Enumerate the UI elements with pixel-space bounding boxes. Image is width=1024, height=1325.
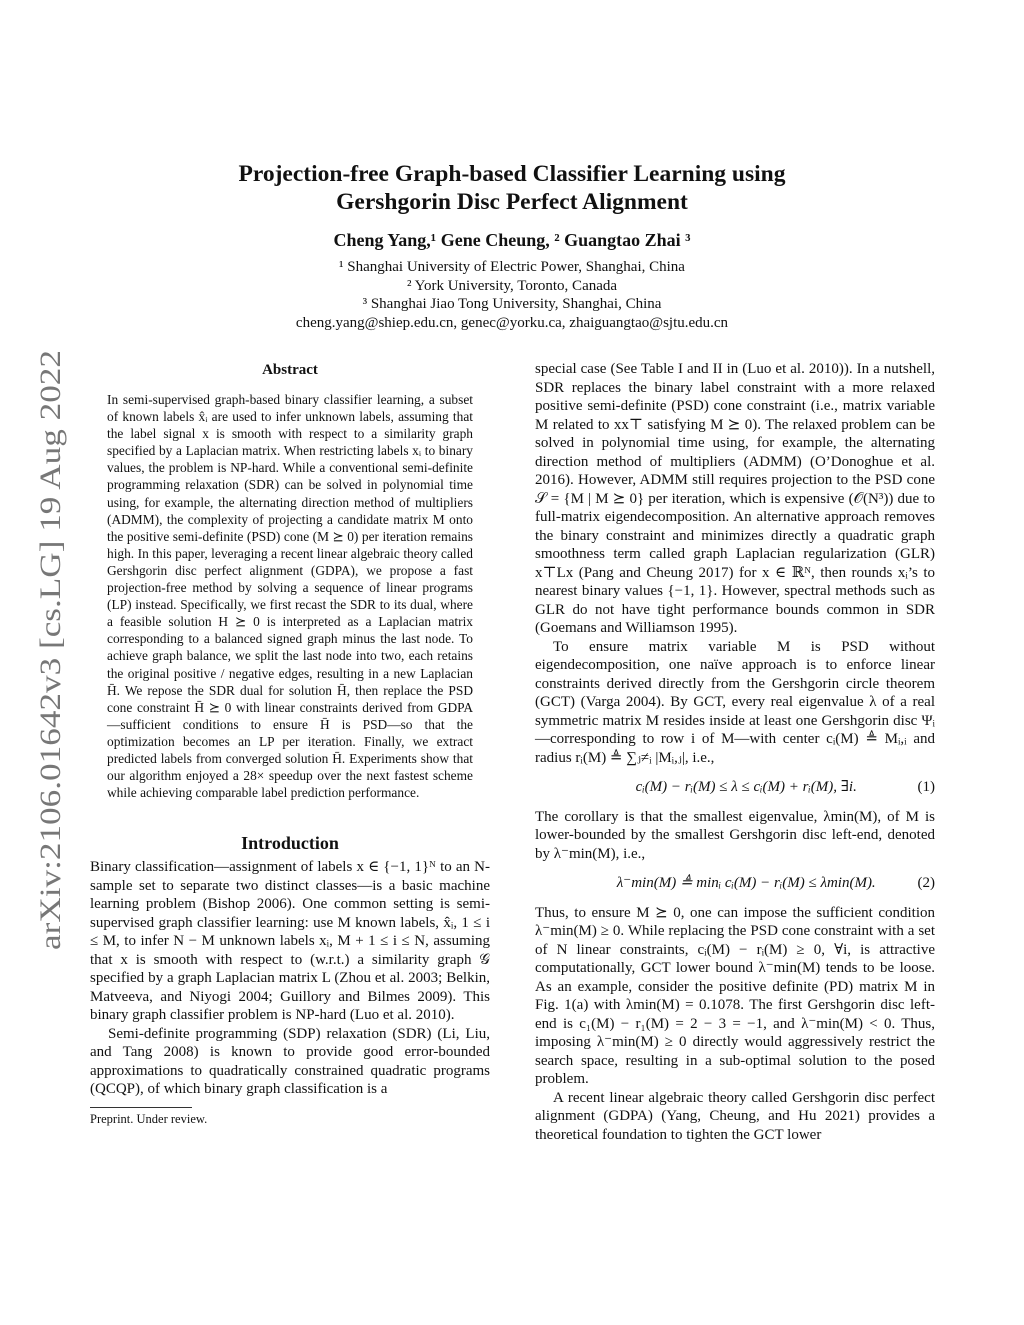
footnote-rule (90, 1107, 192, 1108)
introduction-body (90, 858, 490, 1099)
affiliation-1: ¹ Shanghai University of Electric Power, Shanghai, China (339, 259, 685, 275)
author-emails: cheng.yang@shiep.edu.cn, genec@yorku.ca, zhaiguangtao@sjtu.edu.cn (295, 314, 729, 331)
intro-paragraph-2: Semi-definite programming (SDP) relaxation (SDR) (Li, Liu, and Tang 2008) is known to provide good error-bounded approximations to quadratically constrained quadratic programs (QCQP), of which binary graph classification is a (90, 1025, 490, 1098)
right-paragraph-1: special case (See Table I and II in (Luo et al. 2010)). In a nutshell, SDR replaces the binary label constraint with a more relaxed positive semi-definite (PSD) cone constraint (i.e., matrix variable M related to xx⊤ satisfying M ⪰ 0). The relaxed problem can be solved in polynomial time using, for example, the alternating direction method of multipliers (ADMM) (O’Donoghue et al. 2016). However, ADMM still requires projection to the PSD cone 𝒮 = {M | M ⪰ 0} per iteration, which is expensive (𝒪(N³)) due to full-matrix eigendecomposition. An alternative approach removes the binary constraint and minimizes directly a quadratic graph smoothness term called graph Laplacian regularization (GLR) x⊤Lx (Pang and Cheung 2017) for x ∈ ℝᴺ, then rounds xᵢ’s to nearest binary values {−1, 1}. However, spectral methods such as GLR do not have tight performance bounds common in SDR (Goemans and Williamson 1995). (535, 361, 935, 636)
right-paragraph-3: The corollary is that the smallest eigenvalue, λmin(M), of M is lower-bounded by the smallest Gershgorin disc left-end, denoted by λ⁻min(M), i.e., (535, 808, 935, 862)
equation-2-number: (2) (917, 875, 935, 891)
arxiv-identifier-text: arXiv:2106.01642v3 [cs.LG] 19 Aug 2022 (35, 446, 67, 950)
paper-title (150, 160, 874, 216)
intro-paragraph-1: Binary classification—assignment of labels x ∈ {−1, 1}ᴺ to an N-sample set to separate two distinct classes—is a basic machine learning problem (Bishop 2006). One common setting is semi-supervised graph classifier learning: use M known labels, x̂ᵢ, 1 ≤ i ≤ M, to infer N − M unknown labels xᵢ, M + 1 ≤ i ≤ N, assuming that x is smooth with respect to (w.r.t.) a similarity graph 𝒢 specified by a graph Laplacian matrix L (Zhou et al. 2003; Belkin, Matveeva, and Niyogi 2004; Guillory and Bilmes 2009). This binary graph classifier problem is NP-hard (Luo et al. 2010). (90, 859, 490, 1024)
affiliations (150, 258, 874, 332)
right-paragraph-2: To ensure matrix variable M is PSD without eigendecomposition, one naïve approach is to enforce linear constraints derived directly from the Gershgorin circle theorem (GCT) (Varga 2004). By GCT, every real eigenvalue λ of a real symmetric matrix M resides inside at least one Gershgorin disc Ψᵢ—corresponding to row i of M—with center cᵢ(M) ≜ Mᵢ,ᵢ and radius rᵢ(M) ≜ ∑ⱼ≠ᵢ |Mᵢ,ⱼ|, i.e., (535, 638, 935, 766)
equation-2-expression: λ⁻min(M) ≜ minᵢ cᵢ(M) − rᵢ(M) ≤ λmin(M). (616, 875, 876, 891)
equation-1 (535, 778, 935, 797)
right-paragraph-4: Thus, to ensure M ⪰ 0, one can impose the sufficient condition λ⁻min(M) ≥ 0. While replacing the PSD cone constraint with a set of N linear constraints, cᵢ(M) − rᵢ(M) ≥ 0, ∀i, is attractive computationally, GCT lower bound λ⁻min(M) tends to be loose. As an example, consider the positive definite (PD) matrix M in Fig. 1(a) with λmin(M) = 0.1078. The first Gershgorin disc left-end is c₁(M) − r₁(M) = 2 − 3 = −1, and λ⁻min(M) < 0. Thus, imposing λ⁻min(M) ≥ 0 directly would aggressively restrict the search space, resulting in a sub-optimal solution to the posed problem. (535, 904, 935, 1087)
arxiv-identifier (30, 350, 70, 950)
right-column (535, 360, 935, 1144)
title-line-2: Gershgorin Disc Perfect Alignment (336, 189, 688, 215)
author-list: Cheng Yang,¹ Gene Cheung, ² Guangtao Zhai ³ (333, 230, 691, 250)
abstract-body: In semi-supervised graph-based binary classifier learning, a subset of known labels x̂ᵢ are used to infer unknown labels, assuming that the label signal x is smooth with respect to a similarity graph specified by a Laplacian matrix. When restricting labels xᵢ to binary values, the problem is NP-hard. While a conventional semi-definite programming relaxation (SDR) can be solved in polynomial time using, for example, the alternating direction method of multipliers (ADMM), the complexity of projecting a candidate matrix M onto the positive semi-definite (PSD) cone (M ⪰ 0) per iteration remains high. In this paper, leveraging a recent linear algebraic theory called Gershgorin disc perfect alignment (GDPA), we propose a fast projection-free method by solving a sequence of linear programs (LP) instead. Specifically, we first recast the SDR to its dual, where a feasible solution H ⪰ 0 is interpreted as a Laplacian matrix corresponding to a balanced signed graph minus the last node. To achieve graph balance, we split the last node into two, each retains the original positive / negative edges, resulting in a new Laplacian H̄. We repose the SDR dual for solution H̄, then replace the PSD cone constraint H̄ ⪰ 0 with linear constraints derived from GDPA—sufficient conditions to ensure H̄ is PSD—so that the optimization becomes an LP per iteration. Finally, we extract predicted labels from converged solution H̄. Experiments show that our algorithm enjoyed a 28× speedup over the next fastest scheme while achieving comparable label prediction performance. (107, 392, 473, 801)
left-column (90, 362, 490, 1127)
title-line-1: Projection-free Graph-based Classifier Learning using (238, 161, 786, 187)
equation-1-expression: cᵢ(M) − rᵢ(M) ≤ λ ≤ cᵢ(M) + rᵢ(M), ∃i. (635, 779, 857, 795)
affiliation-3: ³ Shanghai Jiao Tong University, Shanghai, China (362, 296, 662, 312)
abstract-heading: Abstract (262, 362, 318, 378)
affiliation-2: ² York University, Toronto, Canada (406, 277, 618, 294)
right-paragraph-5: A recent linear algebraic theory called Gershgorin disc perfect alignment (GDPA) (Yang, Cheung, and Hu 2021) provides a theoretical foundation to tighten the GCT lower (535, 1089, 935, 1143)
introduction-heading: Introduction (241, 833, 339, 854)
footnote: Preprint. Under review. (90, 1111, 208, 1126)
equation-2 (535, 874, 935, 893)
equation-1-number: (1) (917, 779, 935, 795)
